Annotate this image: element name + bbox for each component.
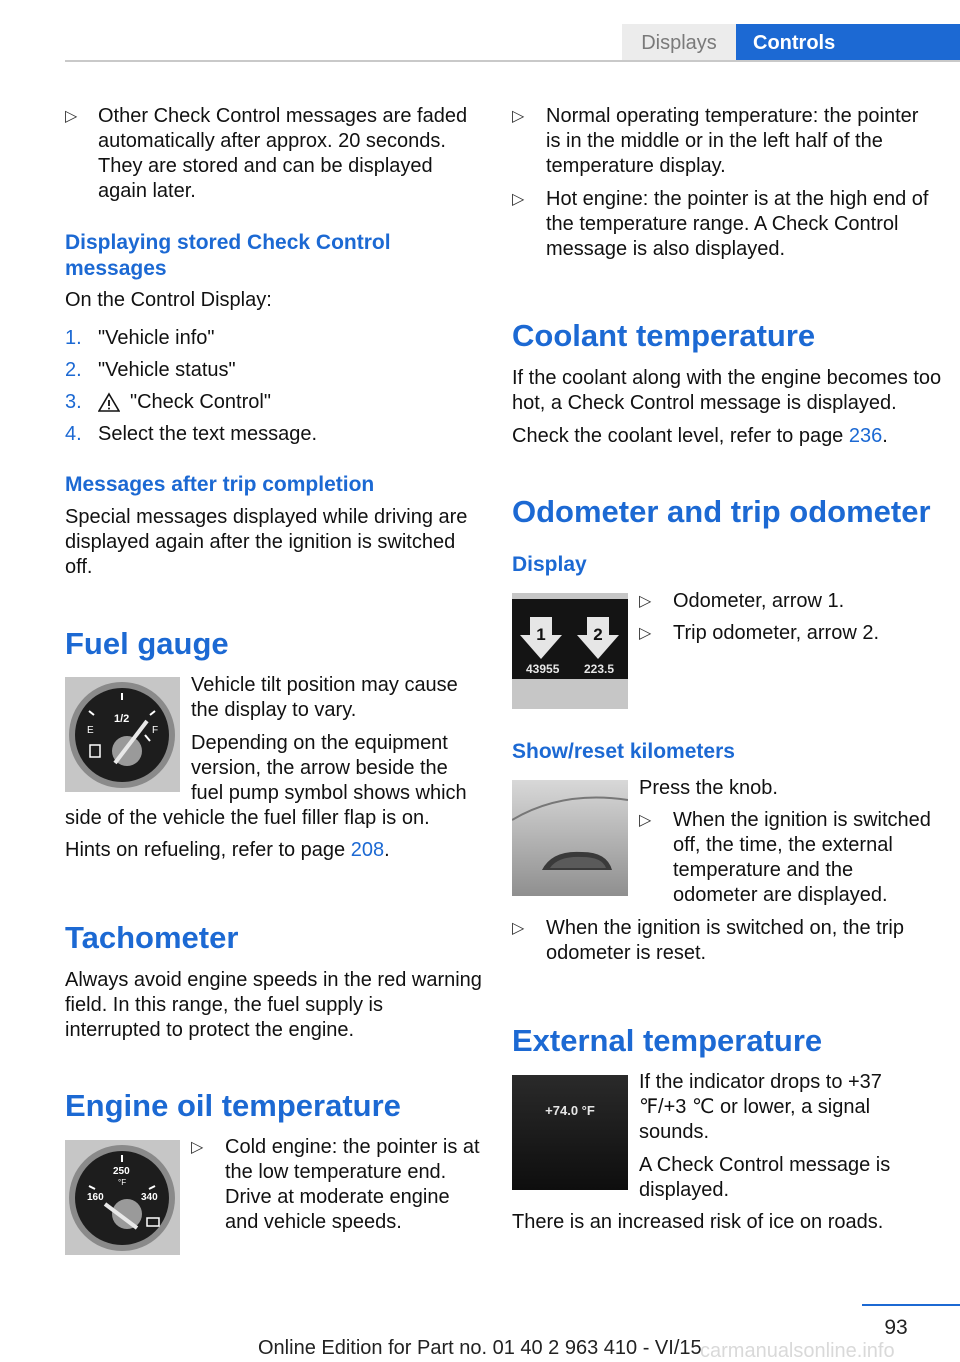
reset-text: Press the knob.: [639, 777, 778, 799]
oil-gauge-high-label: 340: [141, 1192, 158, 1203]
external-temperature-image: [512, 1075, 628, 1190]
external-temperature-heading: External temperature: [512, 1023, 823, 1058]
tab-controls[interactable]: Controls: [736, 24, 960, 62]
refuel-text: Hints on refueling, refer to page: [65, 839, 351, 861]
engine-oil-heading: Engine oil temperature: [65, 1088, 401, 1123]
svg-text:F: F: [152, 725, 159, 736]
oil-gauge-low-label: 160: [87, 1192, 104, 1203]
coolant-text: If the coolant along with the engine becomes too hot, a Check Control message is displayed.: [512, 367, 942, 414]
step-number: 4.: [65, 423, 82, 445]
external-temp-readout: +74.0 °F: [545, 1103, 595, 1118]
footer-rule: [862, 1304, 960, 1306]
trip-odometer-bullet: Trip odometer, arrow 2.: [673, 622, 880, 644]
trip-completion-text: Special messages displayed while driving are displayed again after the ignition is switched off.: [65, 506, 468, 578]
odometer-heading: Odometer and trip odometer: [512, 494, 931, 529]
coolant-level: [512, 424, 888, 449]
coolant-end: .: [882, 425, 888, 447]
coolant-page-link[interactable]: 236: [848, 425, 883, 447]
header-rule: [65, 60, 960, 62]
svg-text:E: E: [87, 725, 94, 736]
bullet-triangle-icon: ▷: [639, 625, 652, 642]
step-number: 1.: [65, 327, 82, 349]
step-number: 3.: [65, 391, 82, 413]
fuel-gauge-heading: Fuel gauge: [65, 626, 229, 661]
stored-intro: On the Control Display:: [65, 289, 272, 311]
ignition-on-bullet: When the ignition is switched on, the trip odometer is reset.: [546, 917, 904, 964]
edition-text: Online Edition for Part no. 01 40 2 963 410 - VI/15: [258, 1337, 702, 1359]
external-temp-text-3: There is an increased risk of ice on roads.: [512, 1211, 884, 1233]
coolant-heading: Coolant temperature: [512, 318, 816, 353]
bullet-triangle-icon: ▷: [191, 1139, 204, 1156]
reset-heading: Show/reset kilometers: [512, 740, 735, 763]
fuel-text-1: Vehicle tilt position may cause the display to vary.: [191, 674, 458, 721]
odometer-image: [512, 593, 628, 709]
tachometer-heading: Tachometer: [65, 920, 239, 955]
refuel-page-link[interactable]: 208: [350, 839, 385, 861]
reset-knob-image: [512, 780, 628, 896]
display-heading: Display: [512, 553, 587, 576]
oil-temperature-gauge-image: [65, 1140, 180, 1255]
bullet-triangle-icon: ▷: [512, 191, 525, 208]
step-text: "Vehicle info": [98, 327, 215, 349]
step-text: "Vehicle status": [98, 359, 236, 381]
step-text: "Check Control": [130, 391, 271, 413]
bullet-triangle-icon: ▷: [512, 108, 525, 125]
external-temp-text-2: A Check Control message is displayed.: [639, 1154, 891, 1201]
fuel-text-2b: side of the vehicle the fuel filler flap is on.: [65, 807, 430, 829]
odometer-bullet: Odometer, arrow 1.: [673, 590, 845, 612]
check-control-bullet: Other Check Control messages are faded automatically after approx. 20 seconds. They are stored and can be displayed again later.: [98, 105, 468, 202]
watermark: carmanualsonline.info: [700, 1340, 895, 1362]
fuel-text-2a: Depending on the equipment version, the arrow beside the fuel pump symbol shows which: [191, 732, 467, 804]
bullet-triangle-icon: ▷: [65, 108, 78, 125]
stored-messages-heading: Displaying stored Check Control messages: [65, 231, 391, 280]
hot-engine-bullet: Hot engine: the pointer is at the high end of the temperature range. A Check Control message is also displayed.: [546, 188, 929, 260]
step-text: Select the text message.: [98, 423, 318, 445]
coolant-level-text: Check the coolant level, refer to page: [512, 425, 849, 447]
odo-odometer-value: 43955: [526, 662, 560, 676]
normal-temp-bullet: Normal operating temperature: the pointer is in the middle or in the left half of the temperature display.: [546, 105, 919, 177]
warning-triangle-icon: [98, 392, 120, 412]
oil-cold-bullet: Cold engine: the pointer is at the low temperature end. Drive at moderate engine and vehicle speeds.: [225, 1136, 480, 1233]
oil-gauge-unit-label: °F: [118, 1178, 127, 1187]
refuel-end: .: [384, 839, 390, 861]
page-number: 93: [884, 1316, 908, 1339]
odo-arrow-1: 1: [536, 625, 546, 644]
tab-displays[interactable]: Displays: [622, 24, 736, 62]
trip-completion-heading: Messages after trip completion: [65, 473, 375, 496]
bullet-triangle-icon: ▷: [512, 920, 525, 937]
fuel-gauge-image: [65, 677, 180, 792]
bullet-triangle-icon: ▷: [639, 593, 652, 610]
bullet-triangle-icon: ▷: [639, 812, 652, 829]
ignition-off-bullet: When the ignition is switched off, the time, the external temperature and the odometer are displayed.: [673, 809, 931, 906]
fuel-half-label: 1/2: [114, 713, 130, 725]
odo-arrow-2: 2: [593, 625, 603, 644]
oil-gauge-mid-label: 250: [113, 1166, 130, 1177]
refuel-hint: [65, 838, 390, 863]
tachometer-text: Always avoid engine speeds in the red warning field. In this range, the fuel supply is interrupted to protect the engine.: [65, 969, 482, 1041]
step-number: 2.: [65, 359, 82, 381]
external-temp-text-1: If the indicator drops to +37 ℉/+3 ℃ or lower, a signal sounds.: [639, 1071, 882, 1143]
odo-trip-value: 223.5: [584, 662, 615, 676]
